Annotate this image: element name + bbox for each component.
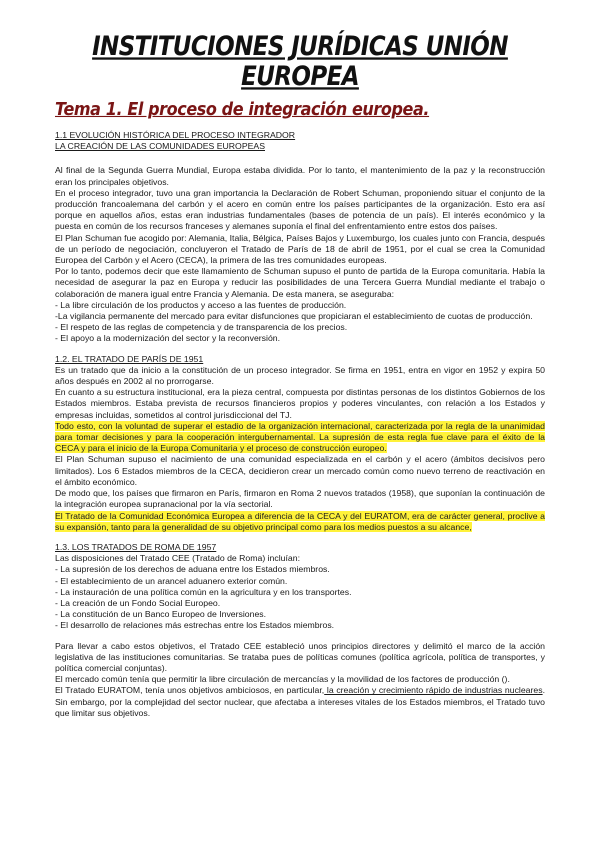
underlined-text: la creación y crecimiento rápido de industrias nucleares	[324, 685, 543, 696]
list-item: - El desarrollo de relaciones más estrechas entre los Estados miembros.	[55, 620, 335, 631]
document-title: INSTITUCIONES JURÍDICAS UNIÓN EUROPEA	[92, 32, 508, 92]
paragraph: Las disposiciones del Tratado CEE (Tratado de Roma) incluían:	[55, 553, 300, 564]
list-item: - El apoyo a la modernización del sector y la reconversión.	[55, 333, 281, 344]
highlighted-paragraph	[55, 511, 545, 533]
paragraph: El mercado común tenía que permitir la libre circulación de mercancías y la movilidad de los factores de producción ().	[55, 674, 510, 685]
section-3-heading: 1.3. LOS TRATADOS DE ROMA DE 1957	[55, 541, 217, 552]
paragraph: De modo que, los países que firmaron en París, firmaron en Roma 2 nuevos tratados (1958), que suponían la continuación de la integración europea supranacional por la vía sectorial.	[55, 488, 545, 510]
list-item: -La vigilancia permanente del mercado para evitar disfunciones que propiciaran el establecimiento de cuotas de producción.	[55, 311, 533, 322]
paragraph	[55, 685, 545, 719]
list-item: - La creación de un Fondo Social Europeo.	[55, 597, 221, 608]
paragraph-text: . Sin embargo, por la complejidad del sector nuclear, que afectaba a intereses vitales de los Estados miembros, el Tratado tuvo que limitar sus objetivos.	[55, 685, 545, 718]
paragraph: En el proceso integrador, tuvo una gran importancia la Declaración de Robert Schuman, proponiendo situar el conjunto de la producción francoalemana del carbón y el acero en común entre los países participantes de la organización. Esto era así porque en aquellos años, estas eran industrias fundamentales (bases de potencia de un país). El interés económico y la puesta en común de los recursos franceses y alemanes suponía el final del enfrentamiento entre estos dos países.	[55, 187, 545, 232]
highlight-text: Todo esto, con la voluntad de superar el estadio de la organización internacional, caracterizada por la regla de la unanimidad para tomar decisiones y para la cooperación intergubernamental. La supresión de esta regla fue clave para el éxito de la CECA y para el inicio de la Europa Comunitaria y el proceso de construcción europeo.	[55, 420, 545, 454]
paragraph: Por lo tanto, podemos decir que este llamamiento de Schuman supuso el punto de partida de la Europa comunitaria. Había la necesidad de asegurar la paz en Europa y reducir las posibilidades de una Tercera Guerra Mundial mediante el trabajo o colaboración de manera igual entre Francia y Alemania. De esta manera, se aseguraba:	[55, 266, 545, 299]
section-1-heading: 1.1 EVOLUCIÓN HISTÓRICA DEL PROCESO INTEGRADOR	[55, 130, 296, 140]
paragraph: El Plan Schuman supuso el nacimiento de una comunidad especializada en el carbón y el acero (ámbitos decisivos pero limitados). Los 6 Estados miembros de la CECA, decidieron crear un mercado común como nuevo terreno de reactivación en el ámbito económico.	[55, 454, 545, 487]
list-item: - La supresión de los derechos de aduana entre los Estados miembros.	[55, 564, 330, 575]
list-item: - El respeto de las reglas de competencia y de transparencia de los precios.	[55, 322, 348, 333]
document-page	[55, 32, 545, 719]
highlight-text: El Tratado de la Comunidad Económica Europea a diferencia de la CECA y del EURATOM, era de carácter general, proclive a su expansión, tanto para la generalidad de su objetivo principal como para los medios puestos a su alcance,	[55, 510, 545, 532]
section-2-heading: 1.2. EL TRATADO DE PARÍS DE 1951	[55, 353, 204, 364]
list-item: - La constitución de un Banco Europeo de Inversiones.	[55, 609, 267, 620]
list-item: - El establecimiento de un arancel aduanero exterior común.	[55, 575, 288, 586]
paragraph-text: El Tratado EURATOM, tenía unos objetivos ambiciosos, en particular,	[55, 685, 325, 696]
paragraph: El Plan Schuman fue acogido por: Alemania, Italia, Bélgica, Países Bajos y Luxemburgo, los cuales junto con Francia, después de un período de negociación, concluyeron el Tratado de París de 18 de abril de 1951, por el cual se crea la Comunidad Europea del Carbón y el Acero (CECA), la primera de las tres comunidades europeas.	[55, 232, 545, 266]
paragraph: Es un tratado que da inicio a la constitución de un proceso integrador. Se firma en 1951, entra en vigor en 1952 y expira 50 años después en 2002 al no prorrogarse.	[55, 364, 545, 387]
topic-title: Tema 1. El proceso de integración europea.	[55, 98, 430, 120]
section-1-subheading: LA CREACIÓN DE LAS COMUNIDADES EUROPEAS	[55, 141, 265, 152]
paragraph: Para llevar a cabo estos objetivos, el Tratado CEE estableció unos principios directores y delimitó el marco de la acción legislativa de las instituciones comunitarias. Se trataba pues de políticas comunes (política agrícola, política de transportes, y política comercial conjuntas).	[55, 640, 545, 673]
list-item: - La instauración de una política común en la agricultura y en los transportes.	[55, 586, 352, 597]
highlighted-paragraph	[55, 421, 545, 455]
list-item: - La libre circulación de los productos y acceso a las fuentes de producción.	[55, 299, 347, 310]
paragraph: En cuanto a su estructura institucional, era la pieza central, compuesta por distintas personas de los distintos Gobiernos de los Estados miembros. Estaba prevista de recursos financieros propios y poderes vinculantes, con relación a los Estados y empresas incluidas, sometidos al control jurisdiccional del TJ.	[55, 387, 545, 420]
paragraph: Al final de la Segunda Guerra Mundial, Europa estaba dividida. Por lo tanto, el mantenimiento de la paz y la reconstrucción eran los principales objetivos.	[55, 165, 545, 187]
